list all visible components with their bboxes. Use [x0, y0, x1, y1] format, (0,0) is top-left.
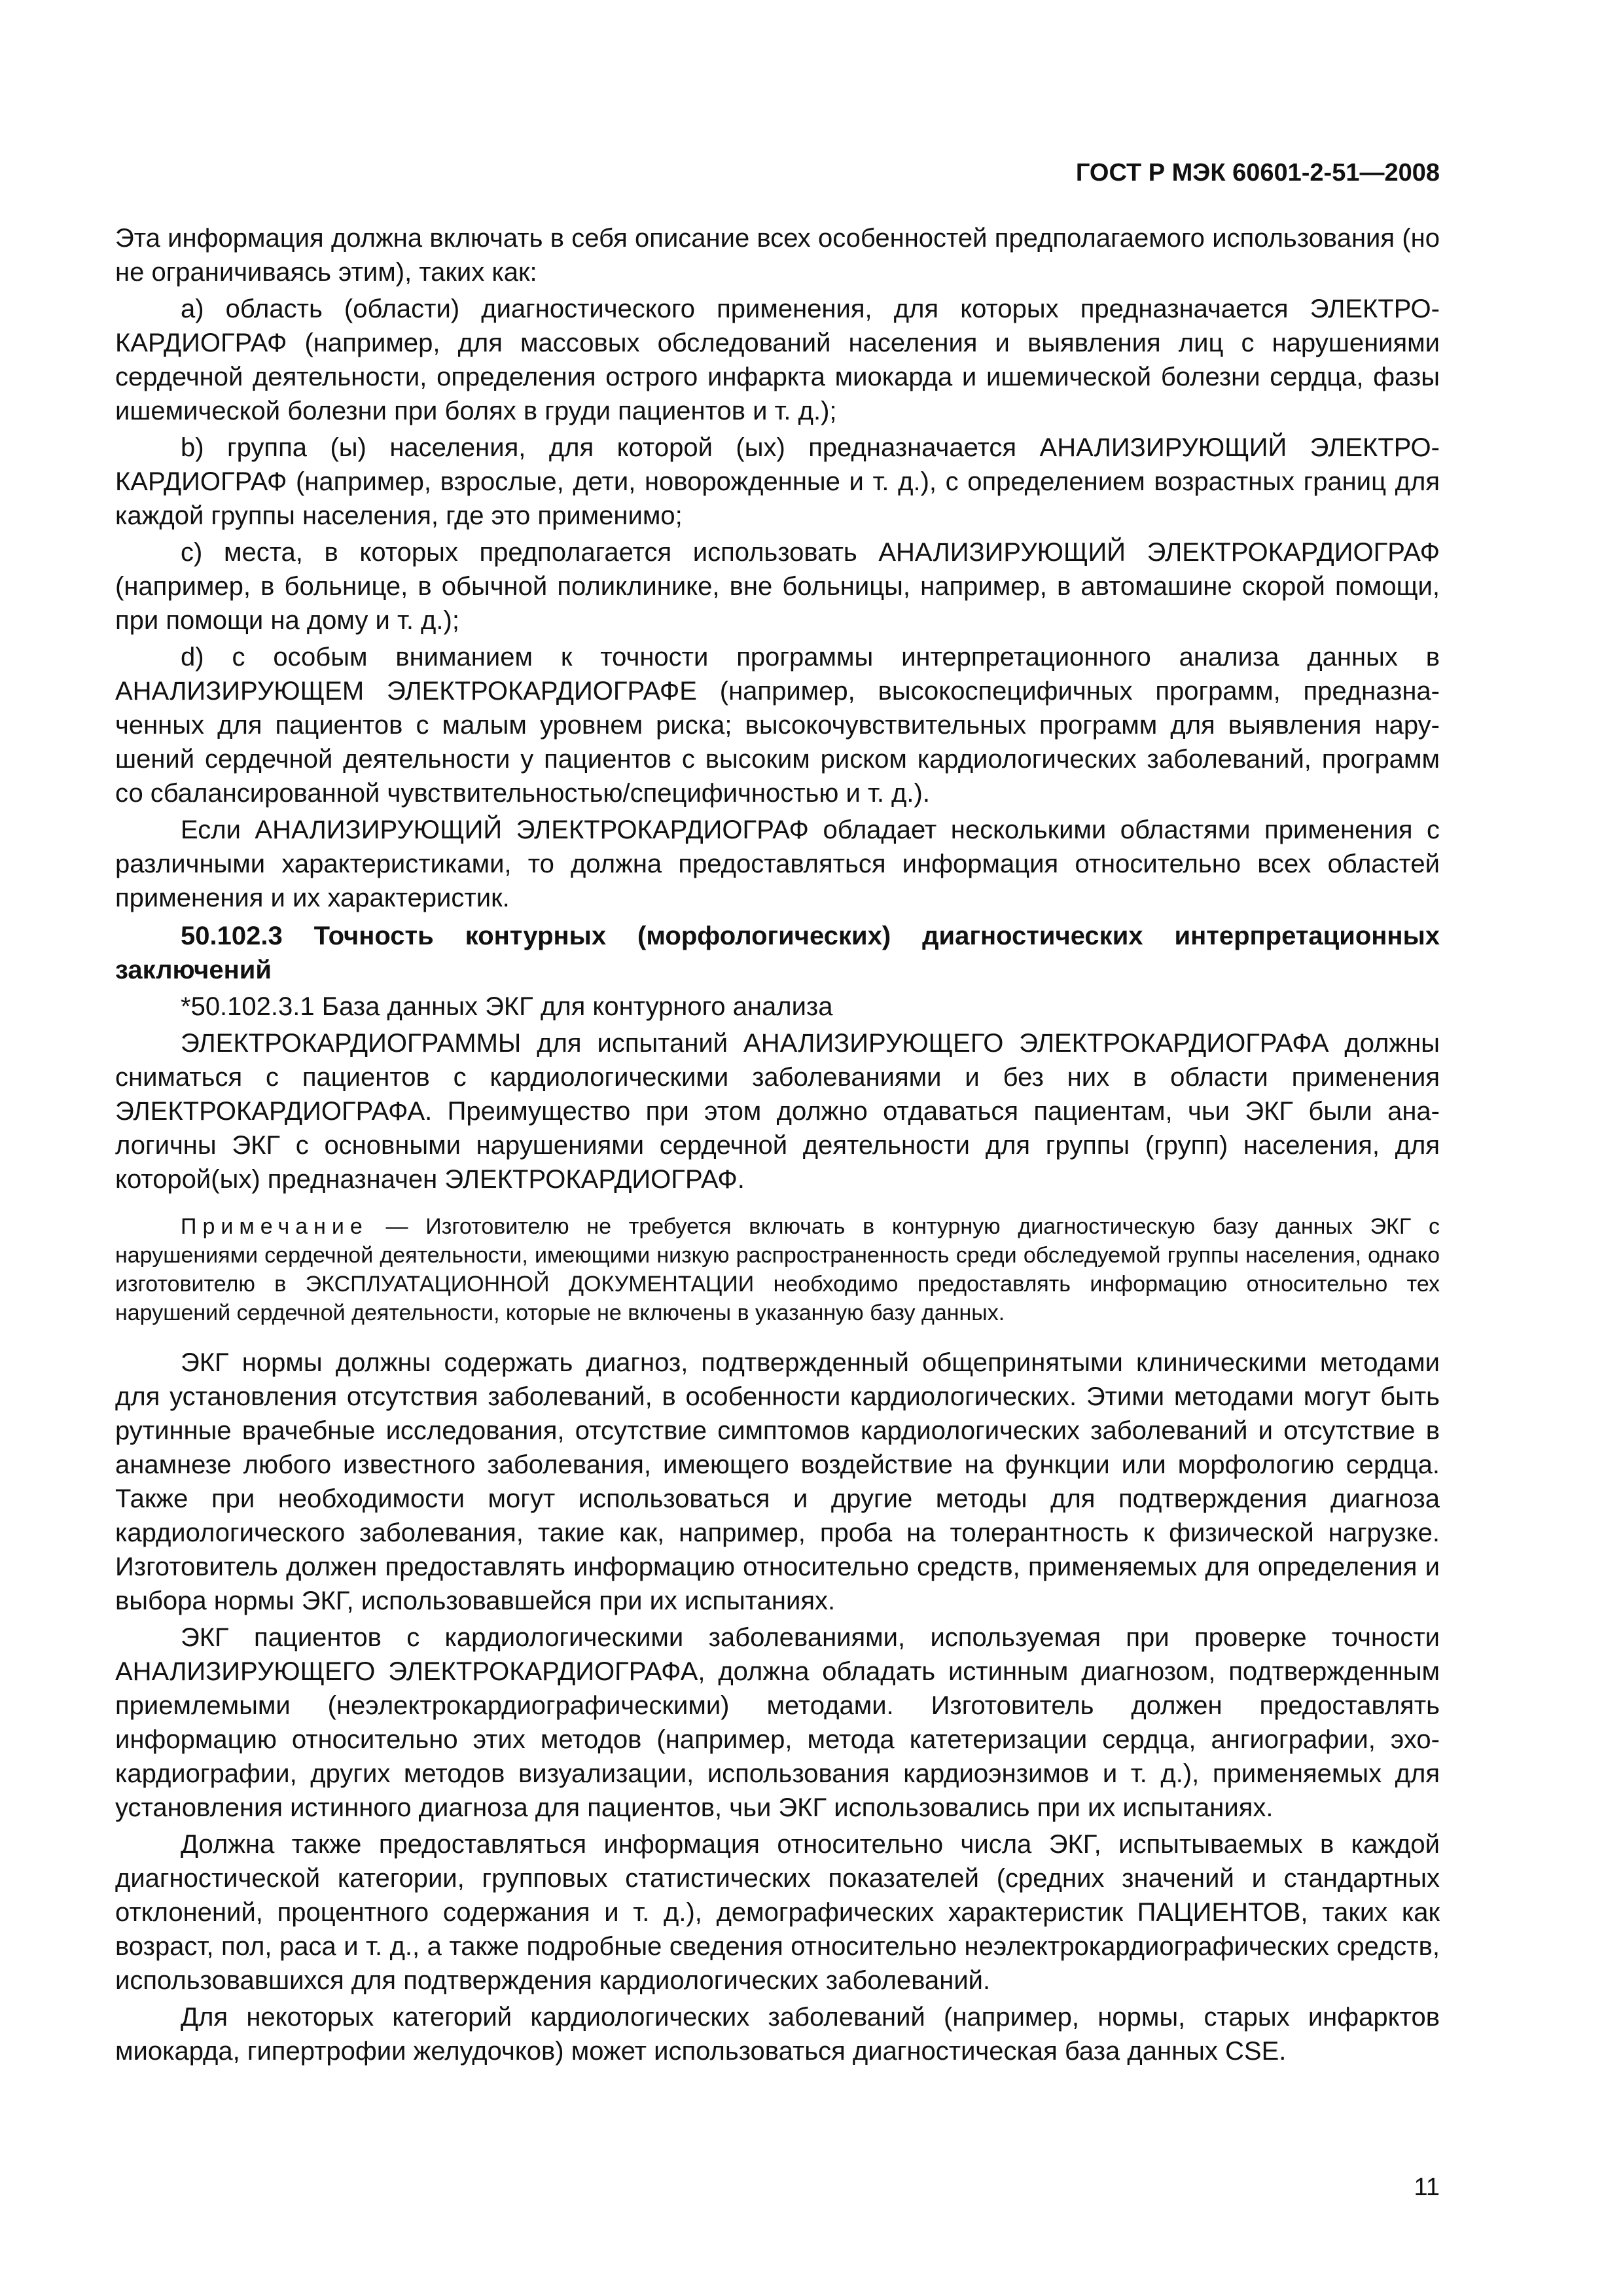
subsection-heading: *50.102.3.1 База данных ЭКГ для контурного анализа [181, 992, 833, 1021]
note-label: Примечание [181, 1214, 368, 1239]
list-item-d: d) с особым вниманием к точности программы интерпретационного анализа данных в АНАЛИЗИРУЮЩЕМ ЭЛЕКТРОКАРДИОГРАФЕ (например, высокоспецифичных программ, предназначенных для пациентов с малым уровнем риска; высокочувствительных программ для выявления нарушений сердечной деятельности у пациентов с высоким риском кардиологических заболеваний, программ со сбалансированной чувствительностью/специфичностью и т. д.). [115, 643, 1440, 808]
document-header: ГОСТ Р МЭК 60601-2-51—2008 [1075, 159, 1440, 187]
paragraph-multiple-areas: Если АНАЛИЗИРУЮЩИЙ ЭЛЕКТРОКАРДИОГРАФ обладает несколькими областями применения с различными характеристиками, то должна предоставляться информация относительно всех областей применения и их характеристик. [115, 816, 1440, 912]
paragraph-cse-database: Для некоторых категорий кардиологических заболеваний (например, нормы, старых инфарктов миокарда, гипертрофии желудочков) может использоваться диагностическая база данных CSE. [115, 2003, 1440, 2066]
paragraph-statistics: Должна также предоставляться информация относительно числа ЭКГ, испытываемых в каждой диагностической категории, групповых статистических показателей (средних значений и стандартных отклонений, процентного содержания и т. д.), демографических характеристик ПАЦИЕНТОВ, таких как возраст, пол, раса и т. д., а также подробные сведения относительно неэлектрокардиографических средств, использовавшихся для подтверждения кардиологических заболеваний. [115, 1830, 1440, 1995]
page-number: 11 [1414, 2174, 1440, 2201]
paragraph-normal-ecg: ЭКГ нормы должны содержать диагноз, подтвержденный общепринятыми клиническими методами для установления отсутствия заболеваний, в особенности кардиологических. Этими методами могут быть рутинные врачебные исследования, отсутствие симптомов кардиологических заболеваний и отсутствие в анамнезе любого известного заболевания, имеющего воздействие на функции или морфологию сердца. Также при необходимости могут использоваться и другие методы для подтверждения диагноза кардиологического заболевания, такие как, например, проба на толерантность к физической нагрузке. Изготовитель должен предоставлять информацию относительно средств, применяемых для определения и выбора нормы ЭКГ, использовавшейся при их испытаниях. [115, 1348, 1440, 1615]
section-heading: 50.102.3 Точность контурных (морфологических) диагностических интерпретационных заключений [115, 922, 1440, 984]
list-item-a: a) область (области) диагностического применения, для которых предназначается ЭЛЕКТРОКАРДИОГРАФ (например, для массовых обследований населения и выявления лиц с нарушениями сердечной деятельности, определения острого инфаркта миокарда и ишемической болезни сердца, фазы ишемической болезни при болях в груди пациентов и т. д.); [115, 295, 1440, 425]
note-text: — Изготовителю не требуется включать в контурную диагностическую базу данных ЭКГ с нарушениями сердечной деятельности, имеющими низкую распространенность среди обследуемой группы населения, однако изготовителю в ЭКСПЛУАТАЦИОННОЙ ДОКУМЕНТАЦИИ необходимо предоставлять информацию относительно тех нарушений сердечной деятельности, которые не включены в указанную базу данных. [115, 1214, 1440, 1325]
document-page [115, 157, 1440, 2068]
note [115, 1212, 1440, 1327]
paragraph-ecg-recording: ЭЛЕКТРОКАРДИОГРАММЫ для испытаний АНАЛИЗИРУЮЩЕГО ЭЛЕКТРОКАРДИОГРАФА должны сниматься с пациентов с кардиологическими заболеваниями и без них в области применения ЭЛЕКТРОКАРДИОГРАФА. Преимущество при этом должно отдаваться пациентам, чьи ЭКГ были аналогичны ЭКГ с основными нарушениями сердечной деятельности для группы (групп) населения, для которой(ых) предназначен ЭЛЕКТРОКАРДИОГРАФ. [115, 1029, 1440, 1194]
paragraph-intro: Эта информация должна включать в себя описание всех особенностей предполагаемого использования (но не ограничиваясь этим), таких как: [115, 224, 1440, 287]
paragraph-patient-ecg: ЭКГ пациентов с кардиологическими заболеваниями, используемая при проверке точности АНАЛИЗИРУЮЩЕГО ЭЛЕКТРОКАРДИОГРАФА, должна обладать истинным диагнозом, подтвержденным приемлемыми (неэлектрокардиографическими) методами. Изготовитель должен предоставлять информацию относительно этих методов (например, метода катетеризации сердца, ангиографии, эхокардиографии, других методов визуализации, использования кардиоэнзимов и т. д.), применяемых для установления истинного диагноза для пациентов, чьи ЭКГ использовались при их испытаниях. [115, 1623, 1440, 1822]
list-item-c: c) места, в которых предполагается использовать АНАЛИЗИРУЮЩИЙ ЭЛЕКТРОКАРДИОГРАФ (например, в больнице, в обычной поликлинике, вне больницы, например, в автомашине скорой помощи, при помощи на дому и т. д.); [115, 538, 1440, 635]
list-item-b: b) группа (ы) населения, для которой (ых) предназначается АНАЛИЗИРУЮЩИЙ ЭЛЕКТРОКАРДИОГРАФ (например, взрослые, дети, новорожденные и т. д.), с определением возрастных границ для каждой группы населения, где это применимо; [115, 433, 1440, 530]
